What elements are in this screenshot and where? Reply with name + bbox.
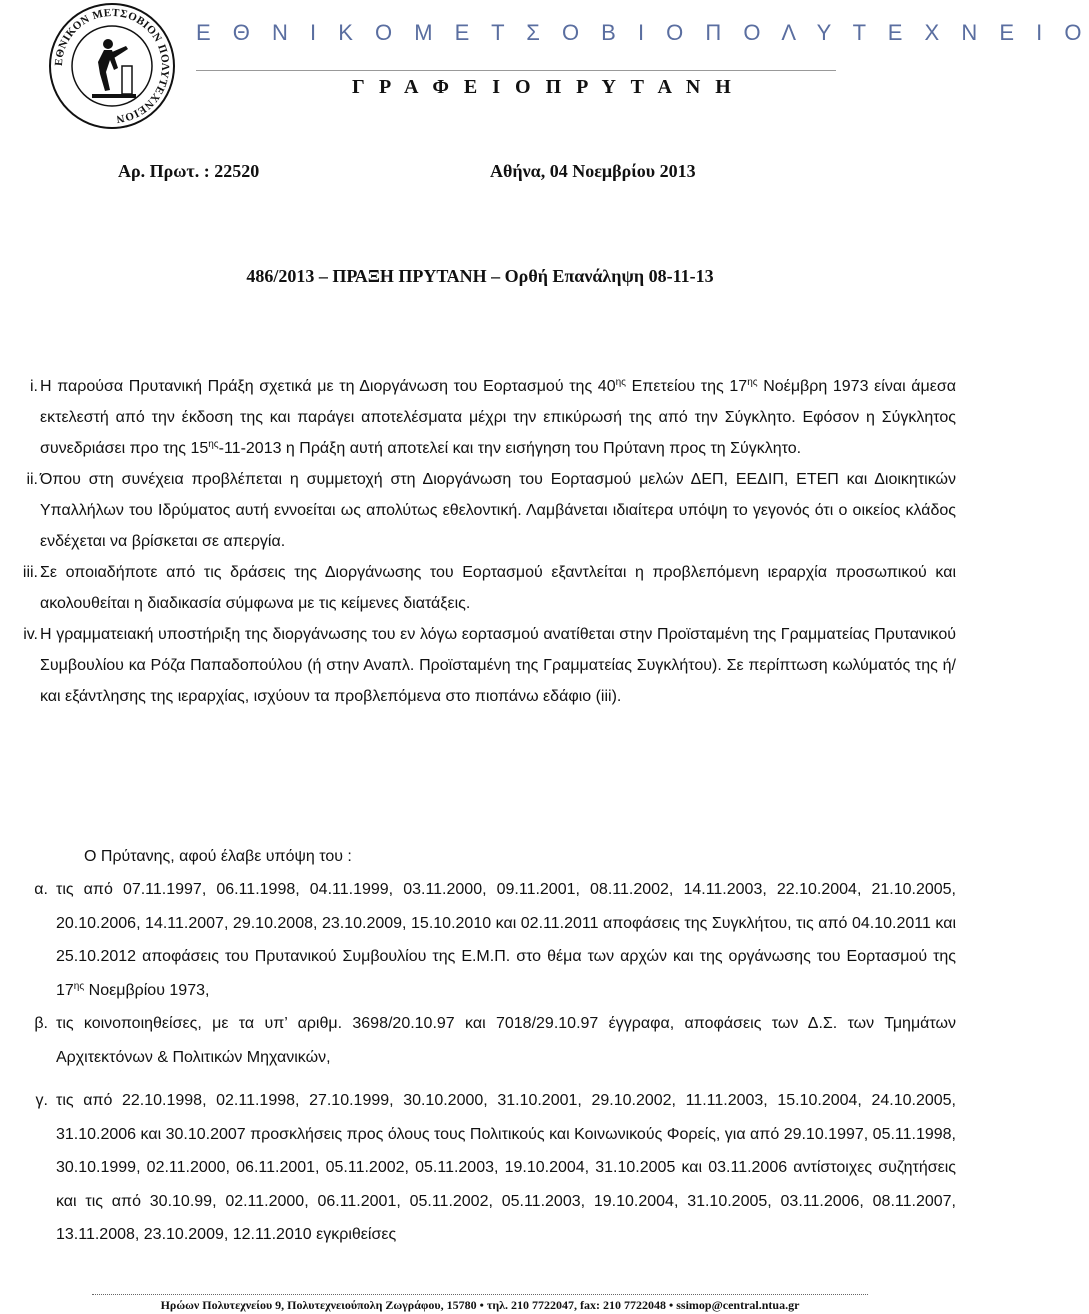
provision-item <box>0 557 960 619</box>
considerations-list <box>0 873 960 1252</box>
university-seal-logo <box>48 2 176 130</box>
item-text: Όπου στη συνέχεια προβλέπεται η συμμετοχή στη Διοργάνωση του Εορτασμού μελών ΔΕΠ, ΕΕΔΙΠ, ΕΤΕΠ και Διοικητικών Υπαλλήλων του Ιδρύματος αυτή εννοείται ως απολύτως εθελοντική. Λαμβάνεται ιδιαίτερα υπόψη το γεγονός ότι ο οικείος κλάδος ενδέχεται να βρίσκεται σε απεργία. <box>40 471 956 550</box>
consideration-item <box>0 1084 960 1252</box>
item-marker: ii. <box>26 471 38 488</box>
item-text: Η παρούσα Πρυτανική Πράξη σχετικά με τη Διοργάνωση του Εορτασμού της $40^{\eta\varsigma}$ Επετείου της $17^{\eta\varsigma}$ Νοέμβρη 1973 είναι άμεσα εκτελεστή από την έκδοση της και παράγει αποτελέσματα μέχρι την επικύρωσή της από την Σύγκλητο. Εφόσον η Σύγκλητος συνεδριάσει προ της $15^{\eta\varsigma}-11-2013$ η Πράξη αυτή αποτελεί και την εισήγηση του Πρύτανη προς τη Σύγκλητο. <box>40 377 957 457</box>
protocol-number: Αρ. Πρωτ. : 22520 <box>118 161 260 181</box>
item-text: τις από 07.11.1997, 06.11.1998, 04.11.1999, 03.11.2000, 09.11.2001, 08.11.2002, 14.11.2003, 22.10.2004, 21.10.2005, 20.10.2006, 14.11.2007, 29.10.2008, 23.10.2009, 15.10.2010 και 02.11.2011 αποφάσεις της Συγκλήτου, τις από 04.10.2011 και 25.10.2012 αποφάσεις του Πρυτανικού Συμβουλίου της Ε.Μ.Π. στο θέμα των αρχών και της οργάνωσης του Εορτασμού της $17^{\eta\varsigma}$ Νοεμβρίου 1973, <box>56 881 956 999</box>
item-marker: β. <box>34 1015 48 1032</box>
item-text: τις κοινοποιηθείσες, με τα υπ’ αριθμ. 3698/20.10.97 και 7018/29.10.97 έγγραφα, αποφάσεις των Δ.Σ. των Τμημάτων Αρχιτεκτόνων & Πολιτικών Μηχανικών, <box>56 1015 956 1066</box>
provision-item <box>0 619 960 712</box>
rector-intro: Ο Πρύτανης, αφού έλαβε υπόψη του : <box>84 848 352 865</box>
document-date: Αθήνα, 04 Νοεμβρίου 2013 <box>490 161 696 181</box>
footer-divider <box>92 1294 868 1295</box>
item-marker: α. <box>34 881 48 898</box>
item-marker: i. <box>30 378 38 395</box>
consideration-item <box>0 873 960 1007</box>
provisions-list <box>0 371 960 712</box>
svg-text:ΕΘΝΙΚΟΝ ΜΕΤΣΟΒΙΟΝ ΠΟΛΥΤΕΧΝΕΙΟΝ: ΕΘΝΙΚΟΝ ΜΕΤΣΟΒΙΟΝ ΠΟΛΥΤΕΧΝΕΙΟΝ <box>52 6 172 125</box>
act-title: 486/2013 – ΠΡΑΞΗ ΠΡΥΤΑΝΗ – Ορθή Επανάληψη 08-11-13 <box>246 266 714 286</box>
office-title: Γ Ρ Α Φ Ε Ι Ο Π Ρ Υ Τ Α Ν Η <box>352 76 736 98</box>
header-divider <box>196 70 836 71</box>
item-text: Σε οποιαδήποτε από τις δράσεις της Διοργάνωσης του Εορτασμού εξαντλείται η προβλεπόμενη ιεραρχία προσωπικού και ακολουθείται η διαδικασία σύμφωνα με τις κείμενες διατάξεις. <box>40 564 956 612</box>
item-marker: γ. <box>35 1092 48 1109</box>
university-name: Ε Θ Ν Ι Κ Ο Μ Ε Τ Σ Ο Β Ι Ο Π Ο Λ Υ Τ Ε Χ Ν Ε Ι Ο <box>196 20 1089 45</box>
footer-contact: Ηρώων Πολυτεχνείου 9, Πολυτεχνειούπολη Ζωγράφου, 15780 • τηλ. 210 7722047, fax: 210 7722048 • ssimop@central.ntua.gr <box>160 1298 800 1312</box>
consideration-item <box>0 1007 960 1074</box>
item-text: Η γραμματειακή υποστήριξη της διοργάνωσης του εν λόγω εορτασμού ανατίθεται στην Προϊσταμένη της Γραμματείας Πρυτανικού Συμβουλίου κα Ρόζα Παπαδοπούλου (ή στην Αναπλ. Προϊσταμένη της Γραμματείας Συγκλήτου). Σε περίπτωση κωλύματός της ή/και εξάντλησης της ιεραρχίας, ισχύουν τα προβλεπόμενα στο πιοπάνω εδάφιο (iii). <box>40 626 956 705</box>
item-marker: iii. <box>22 564 38 581</box>
provision-item <box>0 464 960 557</box>
provision-item <box>0 371 960 464</box>
item-marker: iv. <box>23 626 38 643</box>
item-text: τις από 22.10.1998, 02.11.1998, 27.10.1999, 30.10.2000, 31.10.2001, 29.10.2002, 11.11.2003, 15.10.2004, 24.10.2005, 31.10.2006 και 30.10.2007 προσκλήσεις προς όλους τους Πολιτικούς και Κοινωνικούς Φορείς, για από 29.10.1997, 05.11.1998, 30.10.1999, 02.11.2000, 06.11.2001, 05.11.2002, 05.11.2003, 19.10.2004, 31.10.2005 και 03.11.2006 αντίστοιχες συζητήσεις και τις από 30.10.99, 02.11.2000, 06.11.2001, 05.11.2002, 05.11.2003, 19.10.2004, 31.10.2005, 03.11.2006, 08.11.2007, 13.11.2008, 23.10.2009, 12.11.2010 εγκριθείσες <box>56 1092 956 1243</box>
